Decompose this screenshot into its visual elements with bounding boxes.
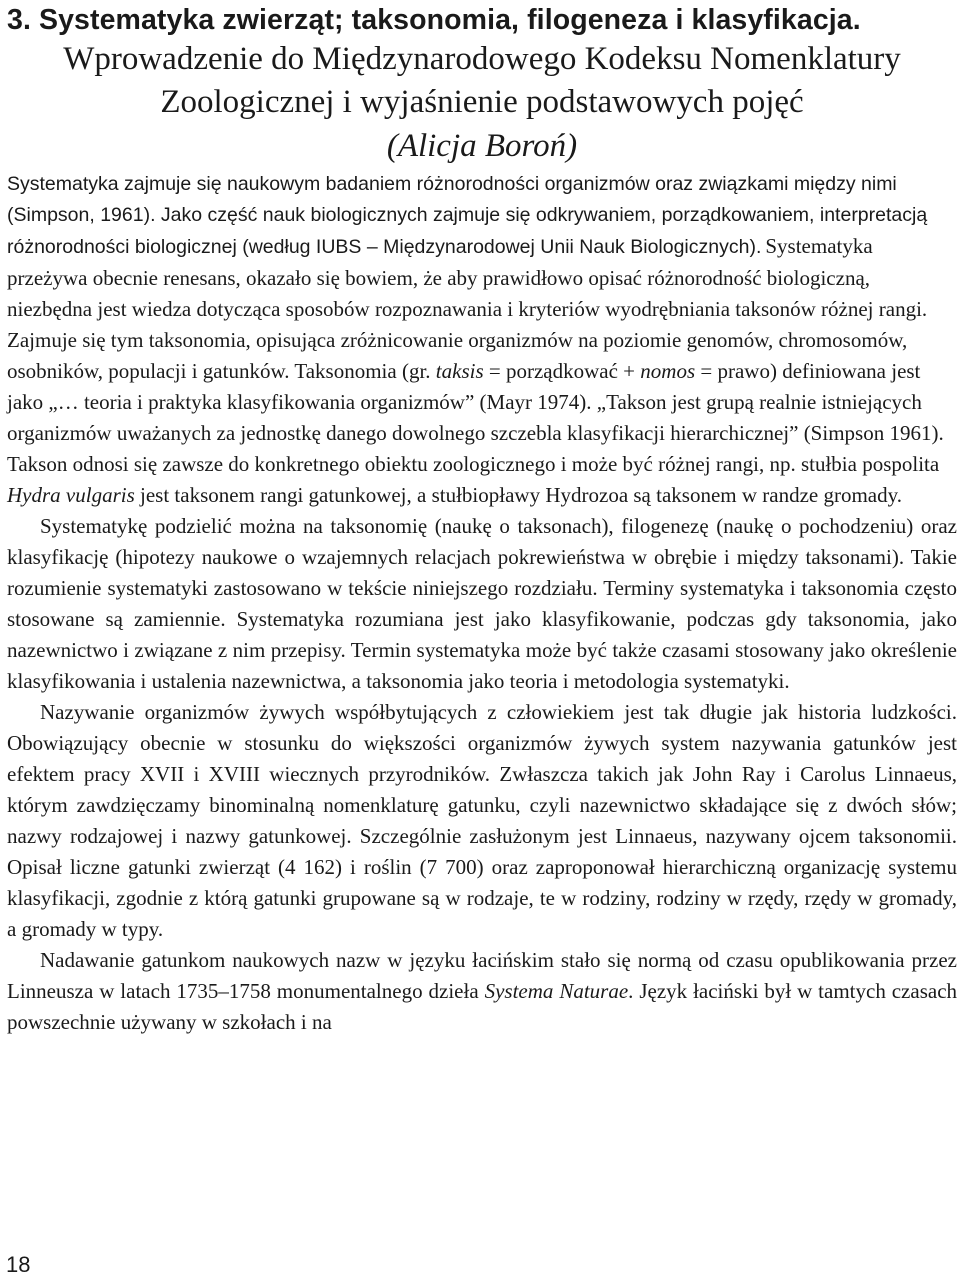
text-run: = prawo) definiowana jest jako „… teoria i praktyka klasyfikowania organizmów” (Mayr 1974). „Takson jest grupą realnie istniejących organizmów uważanych za jednostkę danego dowolnego szczebla klasyfikacji hierarchicznej” (Simpson 1961). Takson odnosi się zawsze do konkretnego obiektu zoologicznego i może być różnej rangi, np. stułbia pospolita [7,359,944,476]
chapter-subtitle-line: Wprowadzenie do Międzynarodowego Kodeksu Nomenklatury [63,41,901,77]
italic-term-taksis: taksis [435,359,484,383]
chapter-heading: 3. Systematyka zwierząt; taksonomia, filogeneza i klasyfikacja. [7,4,861,36]
paragraph-1-serif-part [7,234,944,507]
paragraph-4 [7,945,957,1038]
text-run: jest taksonem rangi gatunkowej, a stułbiopławy Hydrozoa są taksonem w randze gromady. [140,483,903,507]
paragraph-2: Systematykę podzielić można na taksonomię (naukę o taksonach), filogenezę (naukę o pochodzeniu) oraz klasyfikację (hipotezy naukowe o wzajemnych relacjach pokrewieństwa w obrębie i między taksonami). Takie rozumienie systematyki zastosowano w tekście niniejszego rozdziału. Terminy systematyka i taksonomia często stosowane są zamiennie. Systematyka rozumiana jest jako klasyfikowanie, podczas gdy taksonomia, jako nazewnictwo i związane z nim przepisy. Termin systematyka może być także czasami stosowany jako określenie klasyfikowania i ustalenia nazewnictwa, a taksonomia jako teoria i metodologia systematyki. [7,514,957,693]
italic-work-title: Systema Naturae [484,979,629,1003]
chapter-author: (Alicja Boroń) [386,128,578,164]
chapter-subtitle-line: Zoologicznej i wyjaśnienie podstawowych pojęć [160,84,804,120]
paragraph-1-sans-part: Systematyka zajmuje się naukowym badaniem różnorodności organizmów oraz związkami między nimi (Simpson, 1961). Jako część nauk biologicznych zajmuje się odkrywaniem, porządkowaniem, interpretacją różnorodności biologicznej (według IUBS – Międzynarodowej Unii Nauk Biologicznych). [7,173,928,258]
document-page [7,0,957,1038]
text-run: = porządkować + [488,359,636,383]
italic-term-nomos: nomos [640,359,696,383]
italic-species-name: Hydra vulgaris [7,483,135,507]
text-run: . Język łaciński był w tamtych czasach powszechnie używany w szkołach i na [7,979,958,1034]
paragraph-3: Nazywanie organizmów żywych współbytujących z człowiekiem jest tak długie jak historia ludzkości. Obowiązujący obecnie w stosunku do większości organizmów żywych system nazywania gatunków jest efektem pracy XVII i XVIII wiecznych przyrodników. Zwłaszcza takich jak John Ray i Carolus Linnaeus, którym zawdzięczamy binominalną nomenklaturę gatunku, czyli nazewnictwo składające się z dwóch słów; nazwy rodzajowej i nazwy gatunkowej. Szczególnie zasłużonym jest Linnaeus, nazywany ojcem taksonomii. Opisał liczne gatunki zwierząt (4 162) i roślin (7 700) oraz zaproponował hierarchiczną organizację systemu klasyfikacji, zgodnie z którą gatunki grupowane są w rodzaje, te w rodziny, rodziny w rzędy, rzędy w gromady, a gromady w typy. [7,700,957,941]
text-run: Systematyka przeżywa obecnie renesans, okazało się bowiem, że aby prawidłowo opisać różnorodność biologiczną, niezbędna jest wiedza dotycząca sposobów rozpoznawania i kryteriów wyodrębniania taksonów różnej rangi. Zajmuje się tym taksonomia, opisująca zróżnicowanie organizmów na poziomie genomów, chromosomów, osobników, populacji i gatunków. Taksonomia (gr. [7,234,928,383]
text-run: Nadawanie gatunkom naukowych nazw w języku łacińskim stało się normą od czasu opublikowania przez Linneusza w latach 1735–1758 monumentalnego dzieła [7,948,957,1003]
page-number: 18 [6,1252,31,1277]
paragraph-1 [7,169,957,511]
